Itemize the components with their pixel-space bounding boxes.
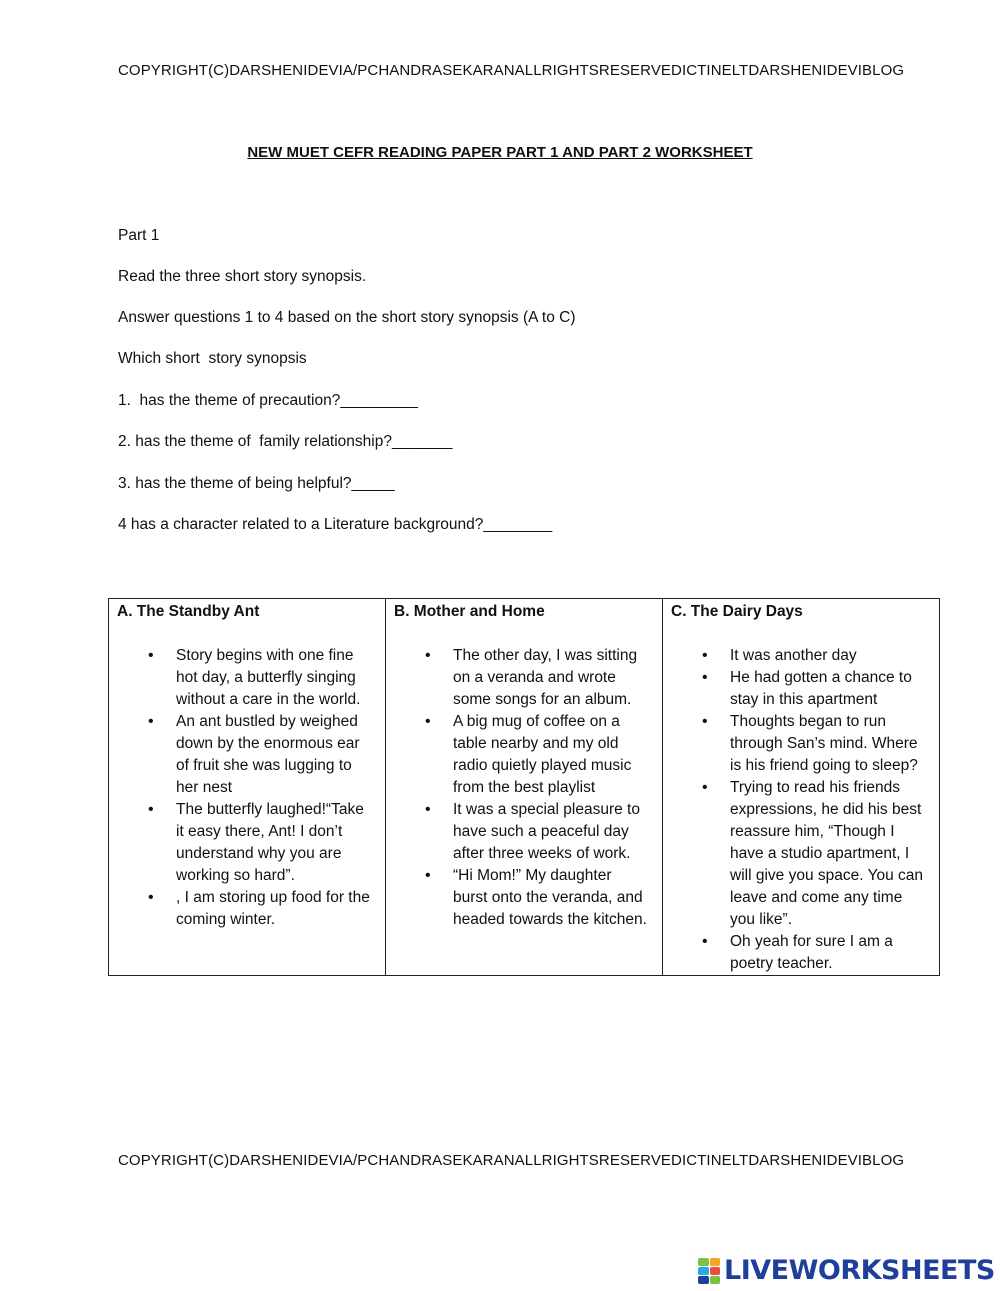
copyright-header: COPYRIGHT(C)DARSHENIDEVIA/PCHANDRASEKARANALLRIGHTSRESERVEDICTINELTDARSHENIDEVIBLOG [118,62,905,79]
question-1: 1. has the theme of precaution?_________ [118,392,418,409]
story-bullet: • It was a special pleasure to have such a peaceful day after three weeks of work. [394,799,654,865]
question-lead: Which short story synopsis [118,350,307,367]
story-bullet: • An ant bustled by weighed down by the enormous ear of fruit she was lugging to her nest [117,711,377,799]
logo-block-cyan [698,1267,709,1275]
logo-block-green-2 [710,1276,721,1284]
story-column-b [386,599,663,976]
story-bullet: • “Hi Mom!” My daughter burst onto the veranda, and headed towards the kitchen. [394,865,654,931]
part-label: Part 1 [118,227,160,244]
story-column-c [663,599,940,976]
logo-block-blue [698,1276,709,1284]
story-title-a: A. The Standby Ant [117,603,260,620]
story-bullet: • The other day, I was sitting on a veranda and wrote some songs for an album. [394,645,654,711]
logo-block-orange [710,1258,721,1266]
story-bullet: • He had gotten a chance to stay in this apartment [671,667,931,711]
story-bullet: • Thoughts began to run through San’s mind. Where is his friend going to sleep? [671,711,931,777]
copyright-footer: COPYRIGHT(C)DARSHENIDEVIA/PCHANDRASEKARANALLRIGHTSRESERVEDICTINELTDARSHENIDEVIBLOG [118,1152,905,1169]
story-bullet: • Trying to read his friends expressions, he did his best reassure him, “Though I have a studio apartment, I will give you space. You can leave and come any time you like”. [671,777,931,931]
story-bullet: • , I am storing up food for the coming winter. [117,887,377,931]
story-bullet: • Oh yeah for sure I am a poetry teacher. [671,931,931,975]
story-bullet: • The butterfly laughed!“Take it easy there, Ant! I don’t understand why you are working so hard”. [117,799,377,887]
liveworksheets-logo-icon [698,1258,720,1284]
story-title-c: C. The Dairy Days [671,603,803,620]
story-bullets-c [671,645,931,975]
question-2: 2. has the theme of family relationship?_______ [118,433,453,450]
logo-block-green [698,1258,709,1266]
story-column-a [109,599,386,976]
instruction-read: Read the three short story synopsis. [118,268,367,285]
story-synopsis-table [108,598,940,976]
story-bullets-a [117,645,377,931]
question-3: 3. has the theme of being helpful?_____ [118,475,395,492]
story-bullet: • Story begins with one fine hot day, a butterfly singing without a care in the world. [117,645,377,711]
liveworksheets-logo [698,1256,995,1286]
logo-block-red [710,1267,721,1275]
instruction-answer: Answer questions 1 to 4 based on the short story synopsis (A to C) [118,309,576,326]
story-bullet: • A big mug of coffee on a table nearby and my old radio quietly played music from the best playlist [394,711,654,799]
story-title-b: B. Mother and Home [394,603,545,620]
worksheet-title: NEW MUET CEFR READING PAPER PART 1 AND PART 2 WORKSHEET [247,144,753,161]
story-bullets-b [394,645,654,931]
question-4: 4 has a character related to a Literature background?________ [118,516,553,533]
story-bullet: • It was another day [671,645,931,667]
liveworksheets-logo-text: LIVEWORKSHEETS [724,1255,995,1286]
